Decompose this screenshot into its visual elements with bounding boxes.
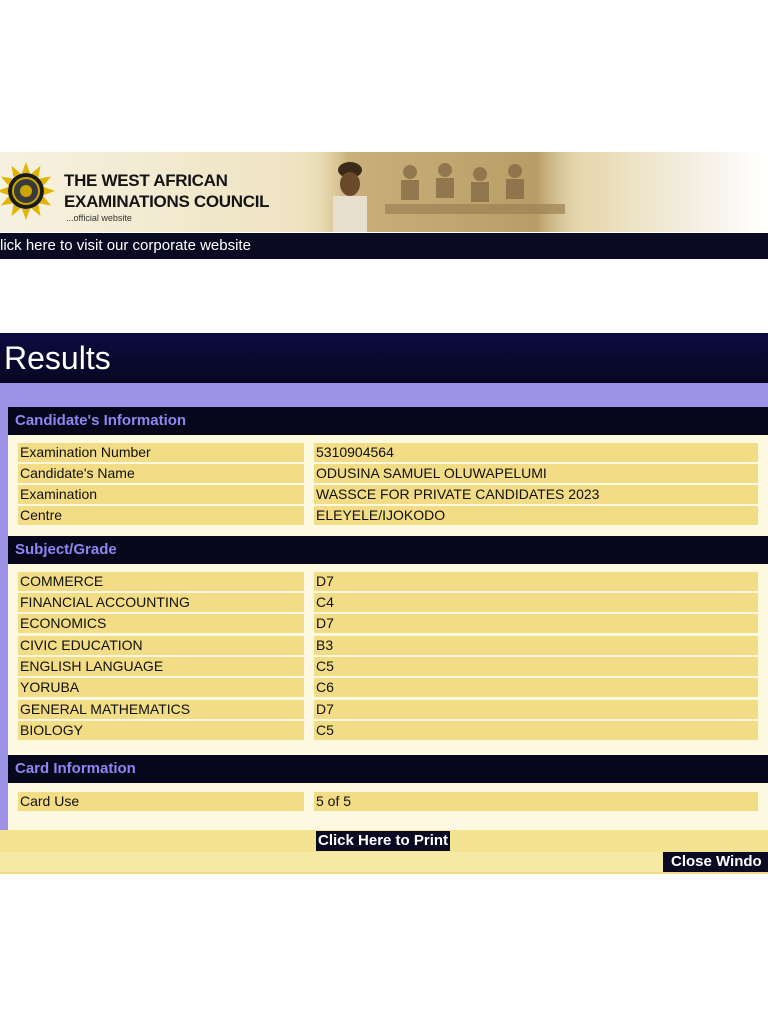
subject-row xyxy=(18,593,758,612)
candidate-label: Centre xyxy=(18,506,304,525)
candidate-row xyxy=(18,485,758,504)
subject-name: GENERAL MATHEMATICS xyxy=(18,700,304,719)
subject-row xyxy=(18,657,758,676)
subject-grade: C4 xyxy=(314,593,758,612)
candidate-row xyxy=(18,443,758,462)
subject-name: COMMERCE xyxy=(18,572,304,591)
corporate-website-link[interactable]: lick here to visit our corporate website xyxy=(0,237,251,254)
candidate-value: 5310904564 xyxy=(314,443,758,462)
site-banner xyxy=(0,152,768,232)
card-row xyxy=(18,792,758,811)
candidate-info-header xyxy=(8,407,768,435)
subject-grade: B3 xyxy=(314,636,758,655)
subject-grade: D7 xyxy=(314,614,758,633)
subject-grade: C5 xyxy=(314,721,758,740)
subject-name: ENGLISH LANGUAGE xyxy=(18,657,304,676)
subject-row xyxy=(18,572,758,591)
subject-grade: D7 xyxy=(314,572,758,591)
card-label: Card Use xyxy=(18,792,304,811)
candidate-value: ELEYELE/IJOKODO xyxy=(314,506,758,525)
candidate-row xyxy=(18,464,758,483)
subject-row xyxy=(18,721,758,740)
subject-grade-header xyxy=(8,536,768,564)
students-photo-banner xyxy=(305,152,595,232)
org-name xyxy=(64,170,269,212)
subject-grade: C5 xyxy=(314,657,758,676)
candidate-info-title: Candidate's Information xyxy=(15,412,187,429)
close-strip xyxy=(0,852,768,874)
candidate-value: ODUSINA SAMUEL OLUWAPELUMI xyxy=(314,464,758,483)
subject-row xyxy=(18,678,758,697)
subject-grade-title: Subject/Grade xyxy=(15,541,117,558)
results-table xyxy=(8,407,768,830)
candidate-row xyxy=(18,506,758,525)
subject-row xyxy=(18,636,758,655)
candidate-value: WASSCE FOR PRIVATE CANDIDATES 2023 xyxy=(314,485,758,504)
subject-grade: C6 xyxy=(314,678,758,697)
tagline: ...official website xyxy=(66,213,132,223)
subject-grade: D7 xyxy=(314,700,758,719)
results-panel xyxy=(0,383,768,830)
results-header xyxy=(0,333,768,383)
waec-seal-icon xyxy=(0,160,56,222)
subject-name: CIVIC EDUCATION xyxy=(18,636,304,655)
print-button[interactable]: Click Here to Print xyxy=(318,832,449,849)
close-window-button[interactable]: Close Windo xyxy=(663,852,768,872)
subject-name: BIOLOGY xyxy=(18,721,304,740)
subject-name: YORUBA xyxy=(18,678,304,697)
org-name-line2: EXAMINATIONS COUNCIL xyxy=(64,192,270,211)
subject-row xyxy=(18,614,758,633)
subject-name: FINANCIAL ACCOUNTING xyxy=(18,593,304,612)
org-name-line1: THE WEST AFRICAN xyxy=(64,171,228,190)
candidate-label: Candidate's Name xyxy=(18,464,304,483)
subject-name: ECONOMICS xyxy=(18,614,304,633)
candidate-label: Examination Number xyxy=(18,443,304,462)
corporate-link-bar xyxy=(0,233,768,259)
candidate-label: Examination xyxy=(18,485,304,504)
subject-row xyxy=(18,700,758,719)
card-value: 5 of 5 xyxy=(314,792,758,811)
page-title: Results xyxy=(4,340,111,376)
card-info-header xyxy=(8,755,768,783)
card-info-title: Card Information xyxy=(15,760,136,777)
print-strip xyxy=(0,830,768,852)
